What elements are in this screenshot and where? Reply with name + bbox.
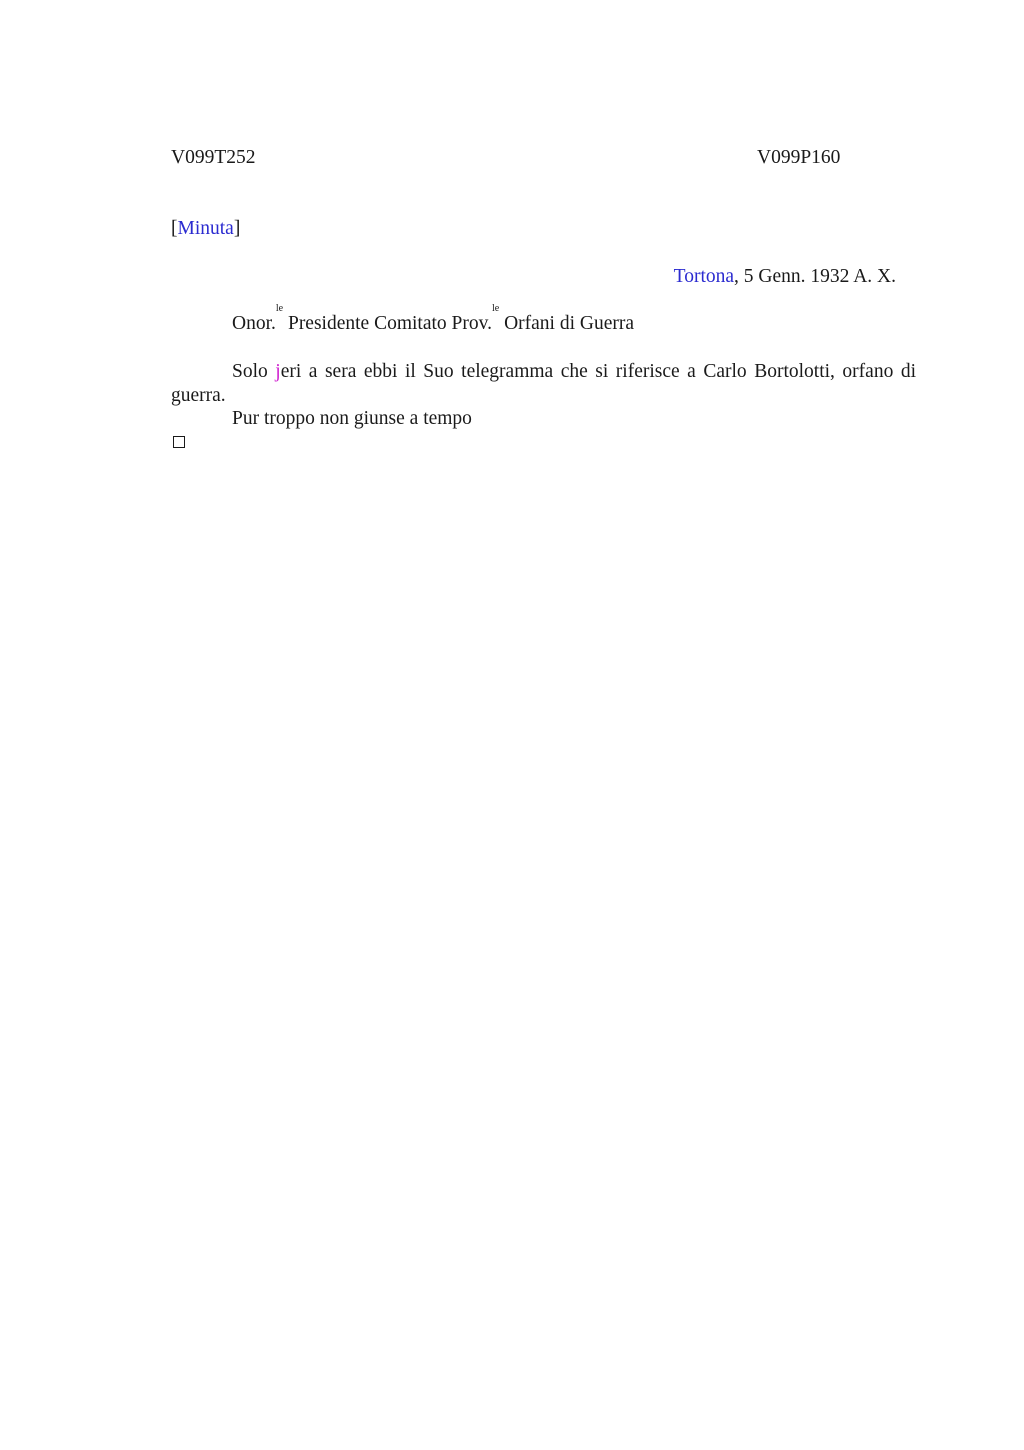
addressee-superscript-2: le [491, 303, 500, 314]
document-type-label: Minuta [177, 218, 234, 239]
addressee-part-2: Presidente Comitato Prov. [283, 313, 492, 334]
para1-highlight: j [275, 361, 281, 382]
addressee-part-3: Orfani di Guerra [499, 313, 635, 334]
body-paragraph-1 [171, 360, 916, 408]
addressee [232, 303, 635, 336]
document-code-right: V099P160 [757, 147, 841, 168]
body-paragraph-2: Pur troppo non giunse a tempo [232, 408, 472, 429]
addressee-superscript-1: le [275, 303, 284, 314]
dateline-date: , 5 Genn. 1932 A. X. [734, 266, 896, 287]
document-type [171, 217, 240, 241]
document-code-left: V099T252 [171, 147, 256, 168]
open-bracket: [ [171, 218, 178, 239]
dateline [674, 265, 896, 289]
addressee-part-1: Onor. [232, 313, 276, 334]
checkbox-square-icon [173, 436, 185, 448]
para1-text-start: Solo [232, 361, 276, 382]
close-bracket: ] [233, 218, 241, 239]
para1-text-end: eri a sera ebbi il Suo telegramma che si riferisce a Carlo Bortolotti, orfano di guerra. [171, 361, 916, 406]
dateline-place: Tortona [673, 266, 735, 287]
